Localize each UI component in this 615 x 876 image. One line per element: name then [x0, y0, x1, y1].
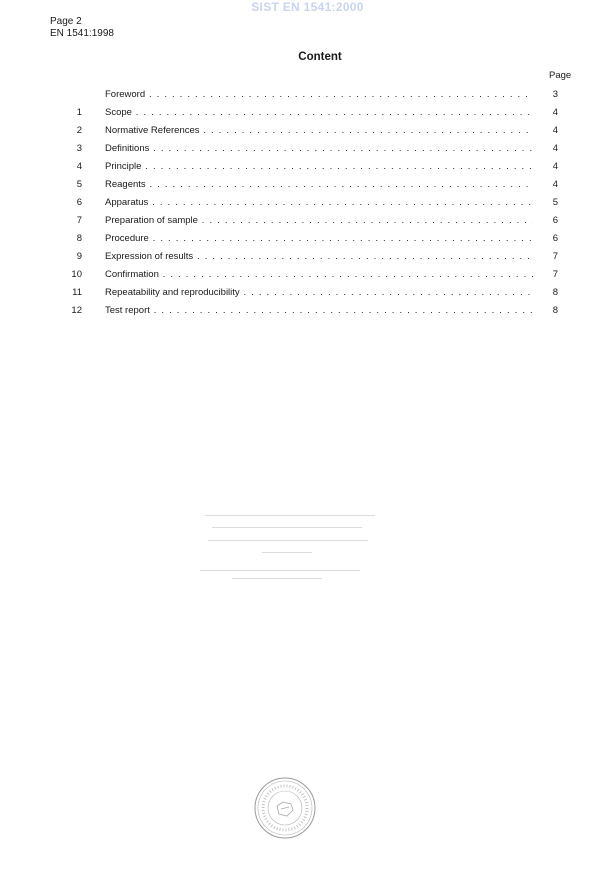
toc-row: [50, 304, 560, 322]
toc-page: 4: [552, 179, 558, 190]
seal-stamp-icon: [253, 776, 317, 840]
toc-title: Principle . . .: [105, 160, 533, 174]
toc-title: Preparation of sample . . .: [105, 214, 533, 228]
toc-page: 5: [552, 197, 558, 208]
toc-page: 4: [552, 143, 558, 154]
toc-number: 2: [76, 125, 82, 136]
toc-row: [50, 250, 560, 268]
scan-speck: [212, 527, 362, 528]
toc-title: Test report . . .: [105, 304, 533, 318]
toc-row: [50, 160, 560, 178]
page-number: Page 2: [50, 16, 82, 27]
toc-title: Repeatability and reproducibility . . .: [105, 286, 533, 300]
toc-page: 6: [552, 233, 558, 244]
toc-page: 8: [552, 287, 558, 298]
toc-page: 8: [552, 305, 558, 316]
toc-number: 8: [76, 233, 82, 244]
toc-row: [50, 268, 560, 286]
page-title: Content: [298, 51, 342, 63]
toc-page: 4: [552, 107, 558, 118]
toc-number: 12: [71, 305, 82, 316]
toc-number: 1: [76, 107, 82, 118]
toc-number: 4: [76, 161, 82, 172]
toc-title: Scope . . .: [105, 106, 533, 120]
toc-number: 3: [76, 143, 82, 154]
toc-number: 10: [71, 269, 82, 280]
toc-number: 5: [76, 179, 82, 190]
toc-title: Definitions . . .: [105, 142, 533, 156]
toc-title: Expression of results . . .: [105, 250, 533, 264]
standard-number: EN 1541:1998: [50, 28, 114, 39]
toc-row: [50, 232, 560, 250]
toc-row: [50, 124, 560, 142]
toc-title: Confirmation . . .: [105, 268, 533, 282]
toc-title: Procedure . . .: [105, 232, 533, 246]
toc-title: Apparatus . . .: [105, 196, 533, 210]
toc-page: 7: [552, 269, 558, 280]
table-of-contents: [50, 88, 560, 322]
toc-row: [50, 214, 560, 232]
toc-title: Foreword . . .: [105, 88, 533, 102]
toc-number: 11: [72, 287, 82, 298]
toc-number: 7: [76, 215, 82, 226]
toc-page: 4: [552, 125, 558, 136]
toc-title: Normative References . . .: [105, 124, 533, 138]
toc-row: [50, 286, 560, 304]
scan-speck: [262, 552, 312, 553]
scan-speck: [205, 515, 375, 516]
toc-row: [50, 178, 560, 196]
scan-speck: [200, 570, 360, 571]
toc-page: 4: [552, 161, 558, 172]
page-column-label: Page: [549, 70, 572, 81]
toc-row: [50, 142, 560, 160]
watermark: SIST EN 1541:2000: [251, 0, 364, 14]
toc-number: 6: [76, 197, 82, 208]
toc-page: 3: [552, 89, 558, 100]
toc-page: 7: [552, 251, 558, 262]
toc-row: [50, 88, 560, 106]
scan-speck: [208, 540, 368, 541]
page-header: [50, 16, 114, 40]
scan-speck: [232, 578, 322, 579]
toc-row: [50, 196, 560, 214]
toc-row: [50, 106, 560, 124]
toc-number: 9: [76, 251, 82, 262]
toc-title: Reagents . . .: [105, 178, 533, 192]
toc-page: 6: [552, 215, 558, 226]
